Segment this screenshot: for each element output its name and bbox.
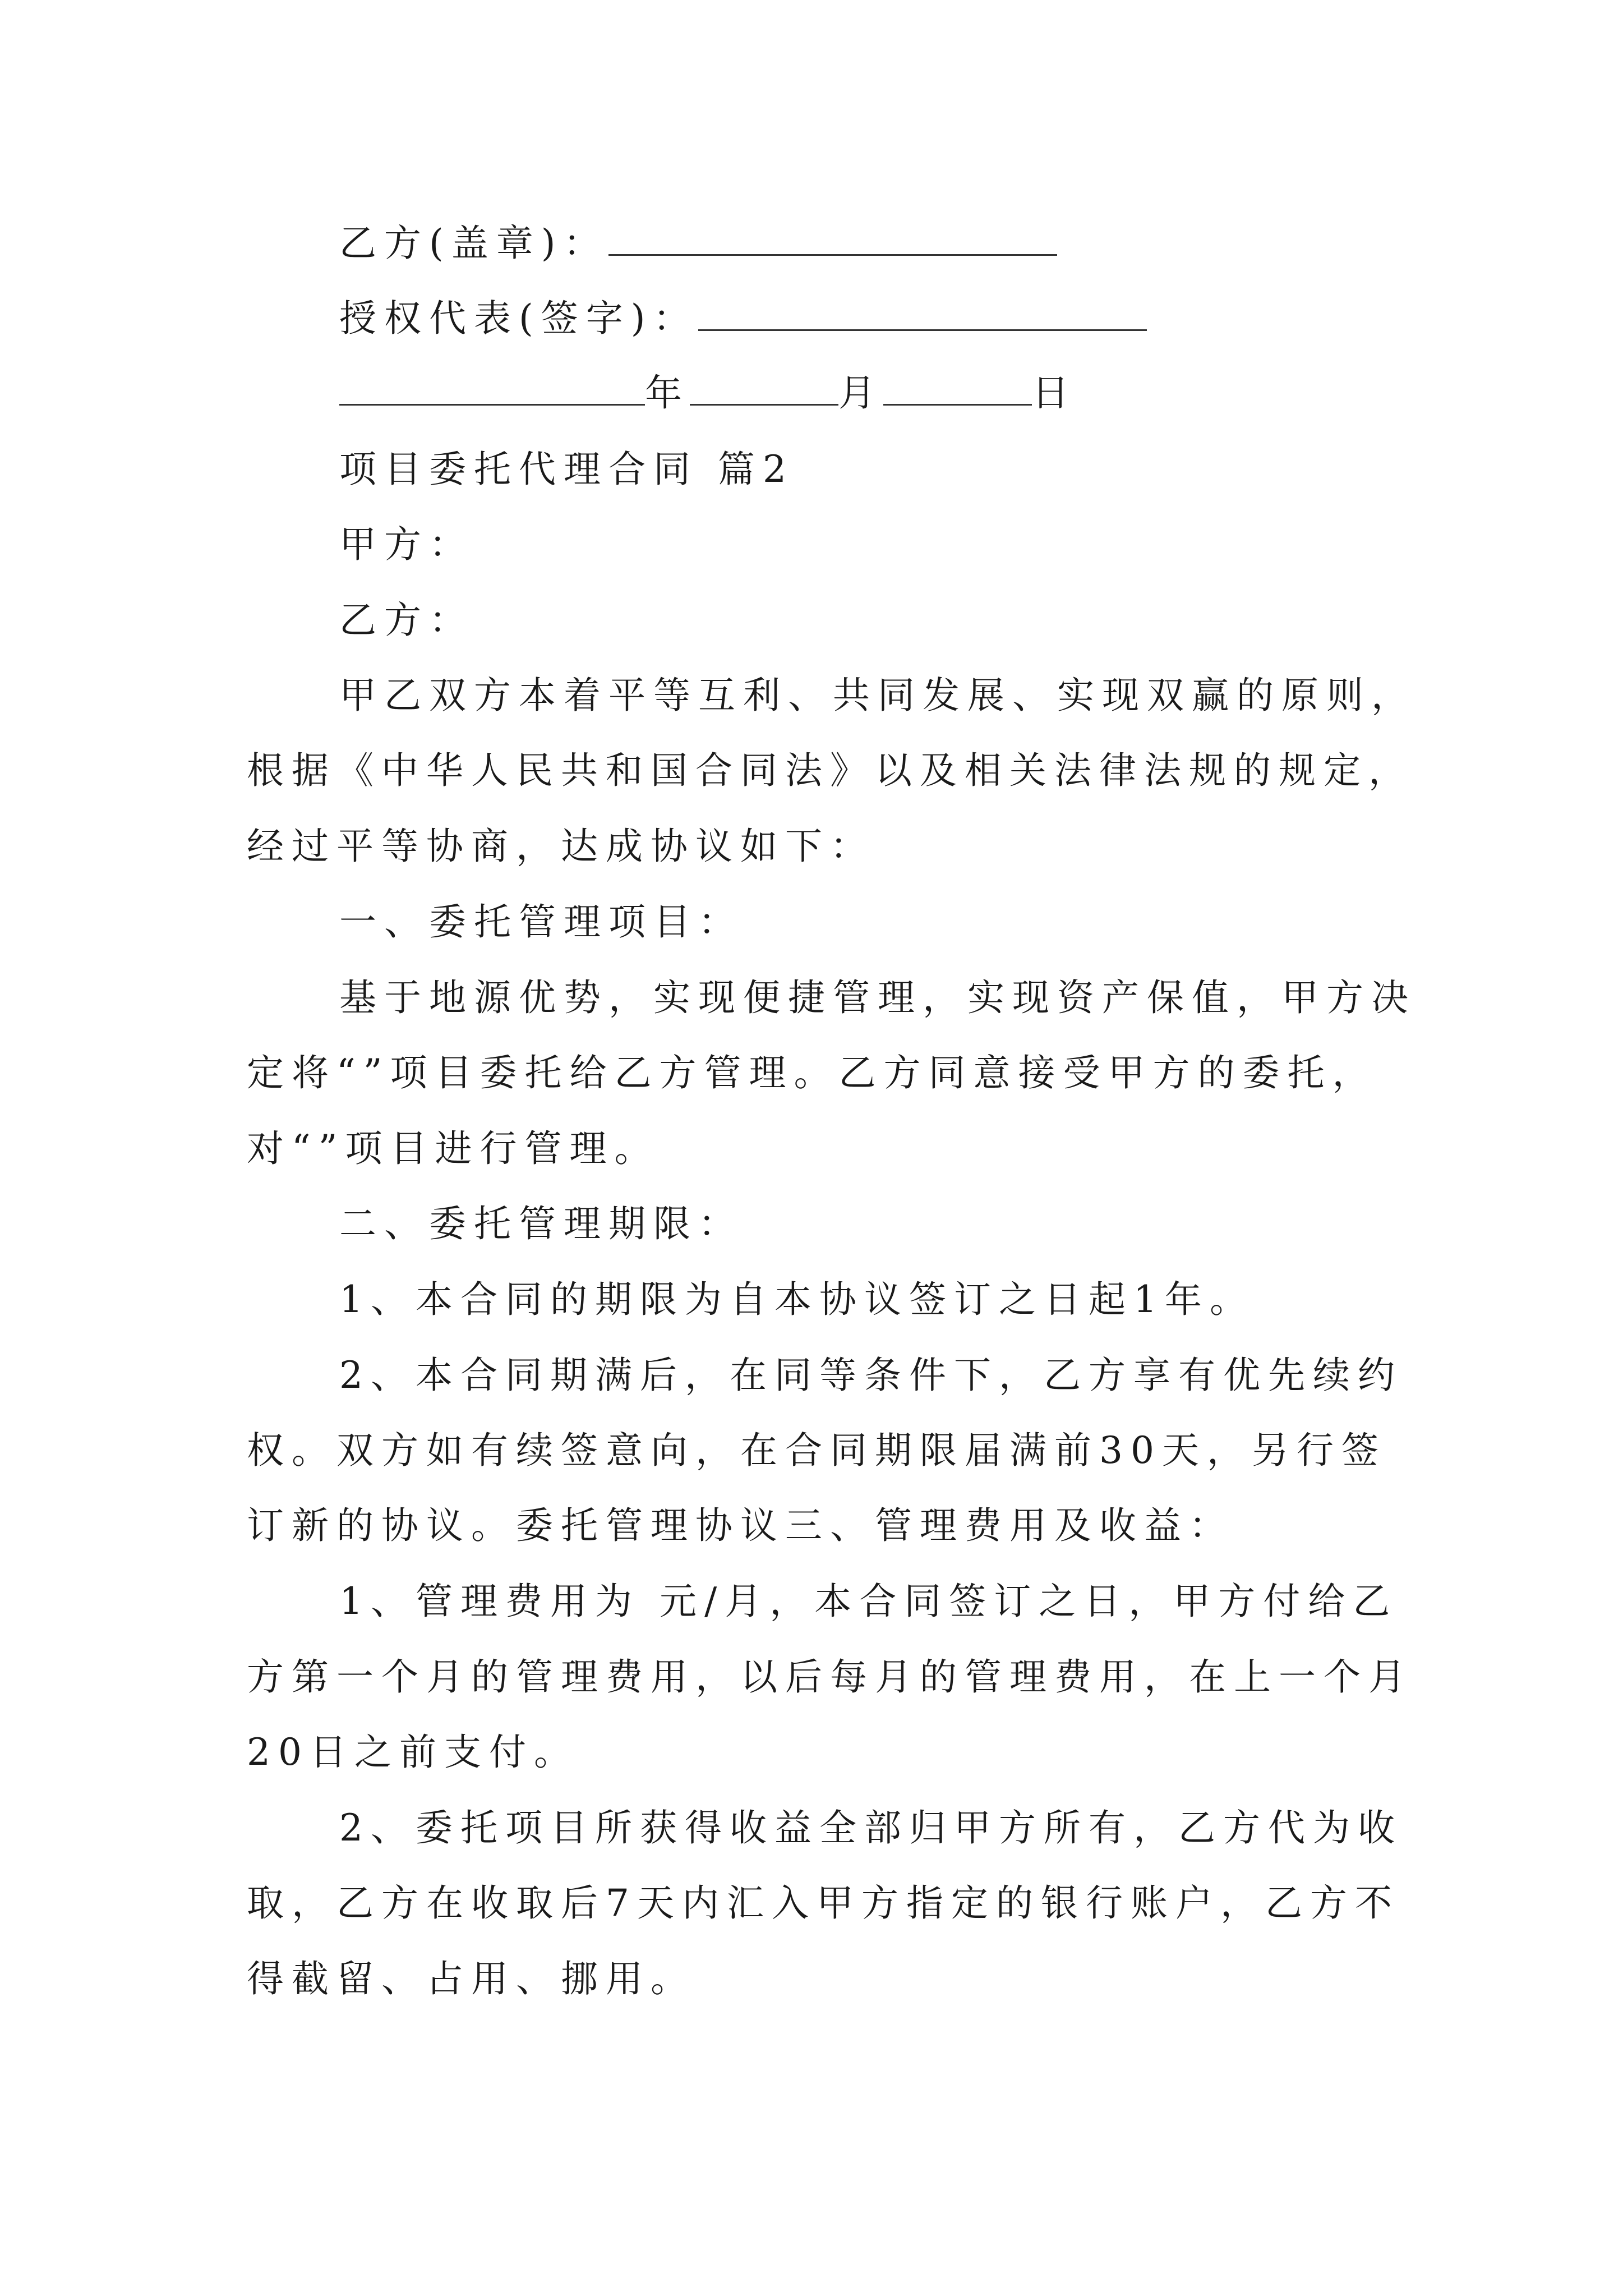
party-b-label: 乙方： bbox=[339, 599, 474, 642]
clause-2-1: 1、本合同的期限为自本协议签订之日起1年。 bbox=[339, 1278, 1255, 1321]
authorized-rep-label: 授权代表(签字)： bbox=[339, 297, 698, 340]
heading-2: 二、委托管理期限： bbox=[339, 1202, 743, 1245]
authorized-rep-line bbox=[339, 296, 1147, 341]
clause-3-2-line-3: 得截留、占用、挪用。 bbox=[247, 1957, 695, 2000]
day-blank bbox=[883, 371, 1032, 406]
party-b-seal-blank bbox=[608, 222, 1057, 256]
authorized-rep-blank bbox=[698, 297, 1147, 331]
para-1-line-3: 对“”项目进行管理。 bbox=[247, 1127, 660, 1170]
day-label: 日 bbox=[1032, 371, 1077, 415]
clause-2-2-line-3: 订新的协议。委托管理协议三、管理费用及收益： bbox=[247, 1504, 1234, 1547]
clause-2-2-line-1: 2、本合同期满后，在同等条件下，乙方享有优先续约 bbox=[339, 1354, 1403, 1397]
para-1-line-1: 基于地源优势，实现便捷管理，实现资产保值，甲方决 bbox=[339, 976, 1416, 1019]
clause-3-2-line-2: 取，乙方在收取后7天内汇入甲方指定的银行账户，乙方不 bbox=[247, 1881, 1400, 1925]
year-label: 年 bbox=[645, 371, 690, 415]
month-blank bbox=[690, 371, 838, 406]
clause-3-2-line-1: 2、委托项目所获得收益全部归甲方所有，乙方代为收 bbox=[339, 1806, 1403, 1849]
date-line bbox=[339, 371, 1077, 416]
party-a-label: 甲方： bbox=[339, 523, 474, 566]
clause-3-1-line-2: 方第一个月的管理费用，以后每月的管理费用，在上一个月 bbox=[247, 1655, 1413, 1699]
party-b-seal-line bbox=[339, 221, 1057, 266]
month-label: 月 bbox=[838, 371, 883, 415]
intro-line-1: 甲乙双方本着平等互利、共同发展、实现双赢的原则， bbox=[339, 674, 1416, 717]
heading-1: 一、委托管理项目： bbox=[339, 900, 743, 944]
intro-line-2: 根据《中华人民共和国合同法》以及相关法律法规的规定， bbox=[247, 749, 1413, 792]
section-title: 项目委托代理合同 篇2 bbox=[339, 448, 794, 491]
party-b-seal-label: 乙方(盖章)： bbox=[339, 222, 608, 265]
clause-3-1-line-1: 1、管理费用为 元/月，本合同签订之日，甲方付给乙 bbox=[339, 1580, 1398, 1623]
clause-2-2-line-2: 权。双方如有续签意向，在合同期限届满前30天，另行签 bbox=[247, 1429, 1386, 1472]
clause-3-1-line-3: 20日之前支付。 bbox=[247, 1731, 579, 1774]
para-1-line-2: 定将“”项目委托给乙方管理。乙方同意接受甲方的委托， bbox=[247, 1051, 1377, 1094]
year-blank bbox=[339, 371, 645, 406]
intro-line-3: 经过平等协商，达成协议如下： bbox=[247, 825, 875, 868]
